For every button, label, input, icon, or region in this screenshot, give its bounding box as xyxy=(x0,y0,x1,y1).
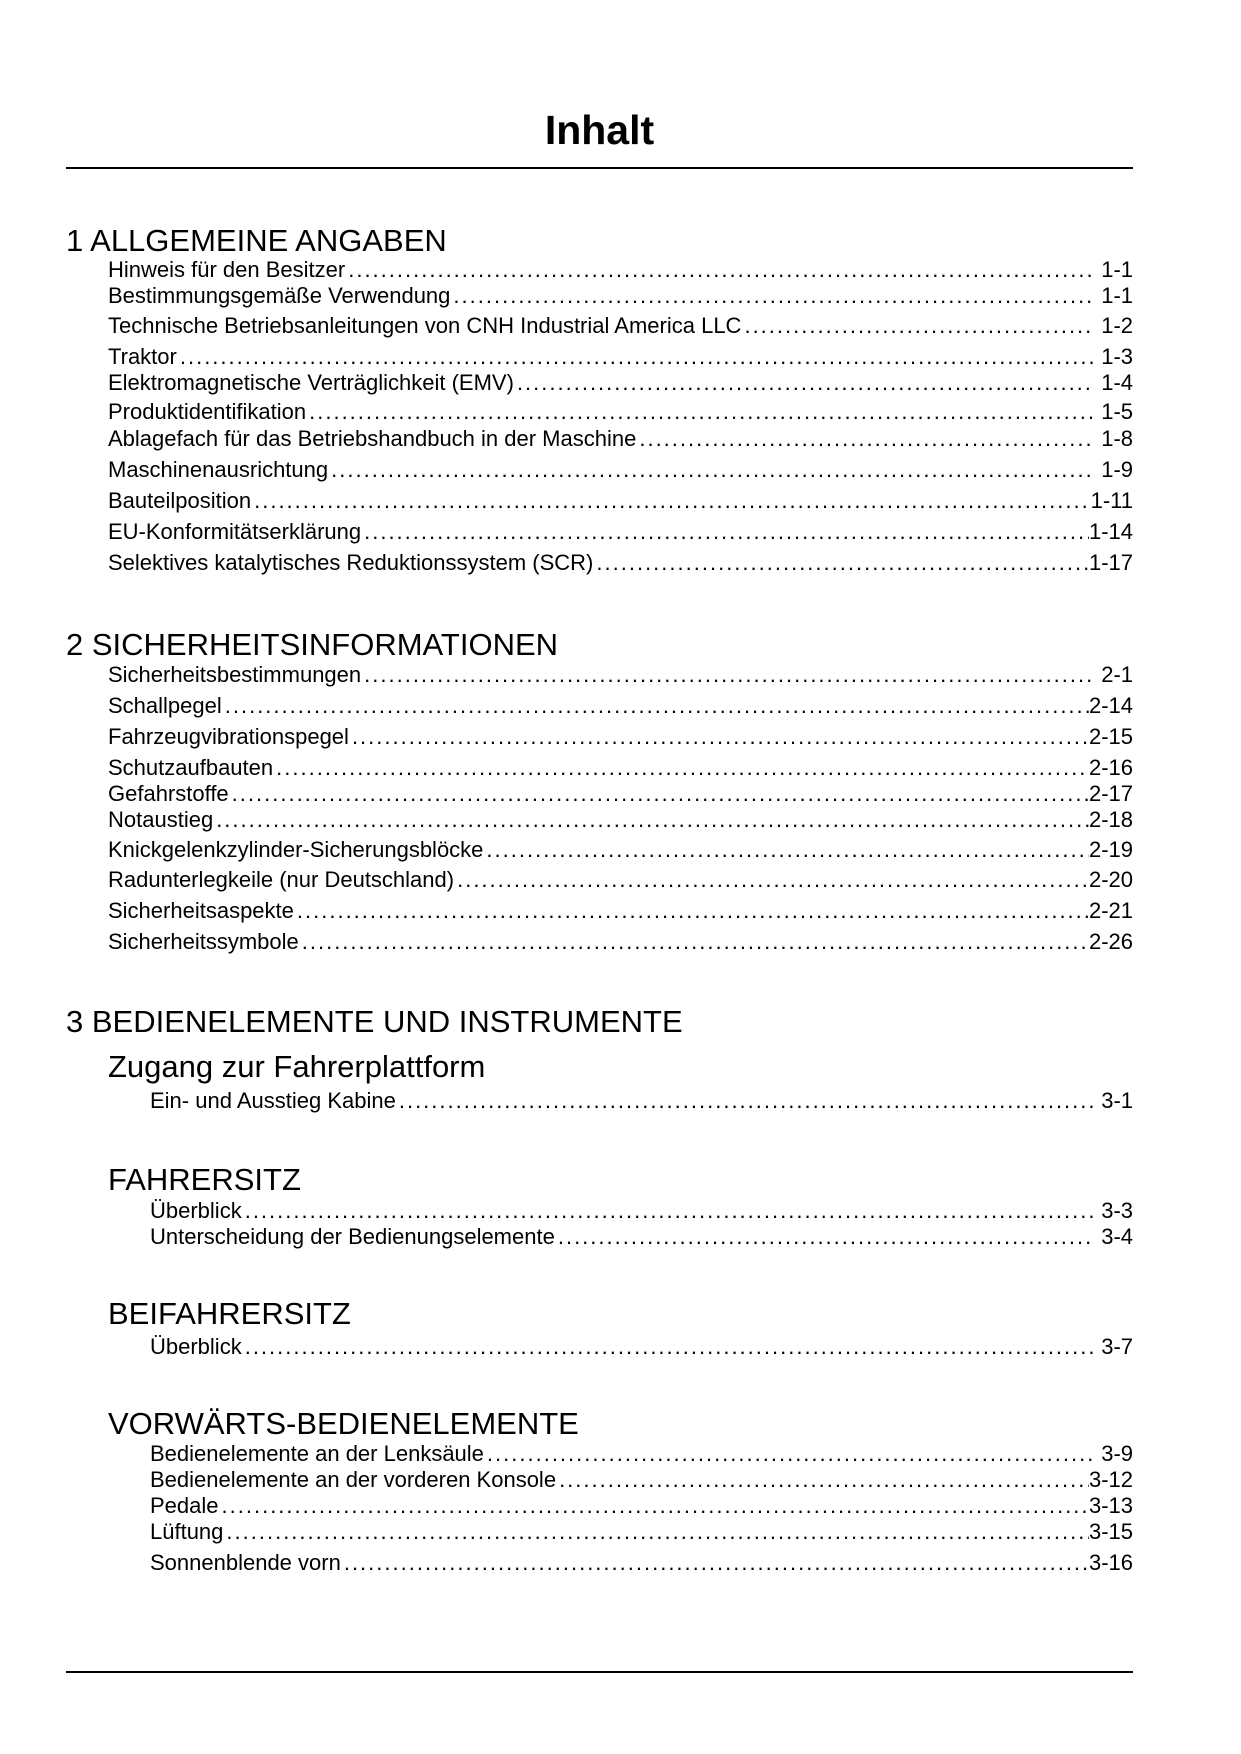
toc-entry-page: 1-1 xyxy=(1101,283,1133,308)
toc-entry[interactable] xyxy=(108,282,1133,310)
bottom-divider xyxy=(66,1671,1133,1673)
toc-entry[interactable] xyxy=(108,692,1133,720)
toc-entry-label: Bauteilposition xyxy=(108,488,252,513)
dot-leader xyxy=(636,425,1093,453)
dot-leader xyxy=(484,1440,1093,1468)
toc-entry-label: Ein- und Ausstieg Kabine xyxy=(150,1088,396,1113)
dot-leader xyxy=(294,897,1089,925)
dot-leader xyxy=(345,256,1093,284)
dot-leader xyxy=(593,549,1089,577)
page-title: Inhalt xyxy=(544,107,655,153)
toc-entry-page: 1-5 xyxy=(1101,399,1133,424)
dot-leader xyxy=(454,866,1089,894)
toc-entry-page: 1-8 xyxy=(1101,426,1133,451)
section-heading[interactable]: VORWÄRTS-BEDIENELEMENTE xyxy=(108,1406,579,1441)
toc-entry-label: Sicherheitsaspekte xyxy=(108,898,294,923)
toc-entry[interactable] xyxy=(150,1549,1133,1577)
toc-entry-label: Notaustieg xyxy=(108,807,214,832)
dot-leader xyxy=(222,692,1089,720)
section-heading[interactable]: BEIFAHRERSITZ xyxy=(108,1296,351,1331)
toc-entry-page: 3-4 xyxy=(1101,1224,1133,1249)
toc-entry-label: Technische Betriebsanleitungen von CNH Industrial America LLC xyxy=(108,313,742,338)
toc-entry[interactable] xyxy=(108,928,1133,956)
toc-entry-label: Bedienelemente an der vorderen Konsole xyxy=(150,1467,557,1492)
toc-entry[interactable] xyxy=(150,1087,1133,1115)
toc-entry[interactable] xyxy=(108,312,1133,340)
toc-entry-label: Produktidentifikation xyxy=(108,399,307,424)
toc-entry[interactable] xyxy=(150,1333,1133,1361)
dot-leader xyxy=(341,1549,1089,1577)
toc-entry-label: Maschinenausrichtung xyxy=(108,457,329,482)
toc-entry-label: Sicherheitssymbole xyxy=(108,929,299,954)
dot-leader xyxy=(242,1333,1093,1361)
toc-entry-label: Bedienelemente an der Lenksäule xyxy=(150,1441,484,1466)
dot-leader xyxy=(555,1223,1093,1251)
chapter-heading-1[interactable]: 1 ALLGEMEINE ANGABEN xyxy=(66,223,447,258)
toc-entry-page: 3-1 xyxy=(1101,1088,1133,1113)
toc-entry[interactable] xyxy=(150,1197,1133,1225)
toc-entry[interactable] xyxy=(150,1223,1133,1251)
toc-entry-label: Schutzaufbauten xyxy=(108,755,274,780)
toc-entry[interactable] xyxy=(108,661,1133,689)
toc-entry-page: 1-17 xyxy=(1088,550,1133,575)
toc-entry-page: 3-7 xyxy=(1101,1334,1133,1359)
toc-entry-page: 1-9 xyxy=(1101,457,1133,482)
toc-entry[interactable] xyxy=(108,343,1133,371)
toc-entry-label: Sonnenblende vorn xyxy=(150,1550,341,1575)
toc-entry-page: 2-14 xyxy=(1088,693,1133,718)
toc-entry-label: Überblick xyxy=(150,1334,242,1359)
toc-entry-label: Selektives katalytisches Reduktionssystem (SCR) xyxy=(108,550,594,575)
toc-entry-label: Radunterlegkeile (nur Deutschland) xyxy=(108,867,455,892)
toc-entry-page: 2-20 xyxy=(1088,867,1133,892)
toc-entry[interactable] xyxy=(108,425,1133,453)
chapter-heading-3[interactable]: 3 BEDIENELEMENTE UND INSTRUMENTE xyxy=(66,1004,683,1039)
dot-leader xyxy=(242,1197,1093,1225)
toc-entry[interactable] xyxy=(108,369,1133,397)
toc-entry[interactable] xyxy=(108,256,1133,284)
toc-entry-page: 2-19 xyxy=(1088,837,1133,862)
toc-entry-label: Sicherheitsbestimmungen xyxy=(108,662,362,687)
toc-entry-page: 1-1 xyxy=(1101,257,1133,282)
toc-entry[interactable] xyxy=(108,897,1133,925)
toc-entry-label: Ablagefach für das Betriebshandbuch in der Maschine xyxy=(108,426,637,451)
toc-entry-page: 2-15 xyxy=(1088,724,1133,749)
toc-entry-label: Gefahrstoffe xyxy=(108,781,229,806)
toc-entry[interactable] xyxy=(150,1492,1133,1520)
chapter-heading-2[interactable]: 2 SICHERHEITSINFORMATIONEN xyxy=(66,627,559,662)
dot-leader xyxy=(229,780,1089,808)
toc-entry[interactable] xyxy=(108,518,1133,546)
dot-leader xyxy=(349,723,1089,751)
toc-entry[interactable] xyxy=(108,398,1133,426)
toc-entry-page: 3-13 xyxy=(1088,1493,1133,1518)
dot-leader xyxy=(741,312,1093,340)
toc-entry[interactable] xyxy=(150,1518,1133,1546)
dot-leader xyxy=(223,1518,1089,1546)
toc-entry-page: 2-1 xyxy=(1101,662,1133,687)
toc-entry[interactable] xyxy=(108,456,1133,484)
dot-leader xyxy=(177,343,1093,371)
toc-entry-label: Lüftung xyxy=(150,1519,224,1544)
toc-entry[interactable] xyxy=(108,723,1133,751)
section-heading[interactable]: Zugang zur Fahrerplattform xyxy=(108,1049,486,1084)
toc-entry[interactable] xyxy=(108,754,1133,782)
toc-entry-page: 2-16 xyxy=(1088,755,1133,780)
toc-entry-label: Elektromagnetische Verträglichkeit (EMV) xyxy=(108,370,514,395)
toc-entry-label: Pedale xyxy=(150,1493,219,1518)
toc-entry-page: 2-21 xyxy=(1088,898,1133,923)
toc-entry-page: 3-3 xyxy=(1101,1198,1133,1223)
dot-leader xyxy=(514,369,1093,397)
toc-entry-label: Hinweis für den Besitzer xyxy=(108,257,346,282)
dot-leader xyxy=(483,836,1089,864)
toc-entry[interactable] xyxy=(108,866,1133,894)
dot-leader xyxy=(396,1087,1093,1115)
dot-leader xyxy=(361,518,1089,546)
toc-entry-label: EU-Konformitätserklärung xyxy=(108,519,362,544)
section-heading[interactable]: FAHRERSITZ xyxy=(108,1162,301,1197)
toc-entry[interactable] xyxy=(150,1440,1133,1468)
toc-entry[interactable] xyxy=(150,1466,1133,1494)
toc-entry-label: Überblick xyxy=(150,1198,242,1223)
toc-entry-label: Traktor xyxy=(108,344,177,369)
toc-entry-page: 3-9 xyxy=(1101,1441,1133,1466)
toc-entry-label: Fahrzeugvibrationspegel xyxy=(108,724,349,749)
dot-leader xyxy=(219,1492,1089,1520)
dot-leader xyxy=(273,754,1089,782)
toc-entry[interactable] xyxy=(108,780,1133,808)
toc-entry-page: 2-17 xyxy=(1088,781,1133,806)
toc-entry-page: 2-18 xyxy=(1088,807,1133,832)
toc-entry-label: Knickgelenkzylinder-Sicherungsblöcke xyxy=(108,837,484,862)
toc-entry-page: 1-11 xyxy=(1090,488,1133,513)
toc-entry-page: 1-3 xyxy=(1101,344,1133,369)
dot-leader xyxy=(299,928,1089,956)
toc-entry[interactable] xyxy=(108,549,1133,577)
toc-entry[interactable] xyxy=(108,806,1133,834)
toc-entry[interactable] xyxy=(108,487,1133,515)
toc-entry-page: 3-12 xyxy=(1088,1467,1133,1492)
dot-leader xyxy=(450,282,1093,310)
toc-entry-page: 1-4 xyxy=(1101,370,1133,395)
dot-leader xyxy=(213,806,1089,834)
dot-leader xyxy=(306,398,1093,426)
toc-entry[interactable] xyxy=(108,836,1133,864)
toc-entry-page: 2-26 xyxy=(1088,929,1133,954)
dot-leader xyxy=(251,487,1090,515)
toc-entry-page: 1-14 xyxy=(1088,519,1133,544)
toc-entry-page: 3-16 xyxy=(1088,1550,1133,1575)
toc-entry-page: 1-2 xyxy=(1101,313,1133,338)
toc-entry-label: Schallpegel xyxy=(108,693,222,718)
dot-leader xyxy=(328,456,1093,484)
toc-entry-page: 3-15 xyxy=(1088,1519,1133,1544)
dot-leader xyxy=(556,1466,1089,1494)
dot-leader xyxy=(361,661,1093,689)
toc-entry-label: Bestimmungsgemäße Verwendung xyxy=(108,283,451,308)
toc-entry-label: Unterscheidung der Bedienungselemente xyxy=(150,1224,555,1249)
